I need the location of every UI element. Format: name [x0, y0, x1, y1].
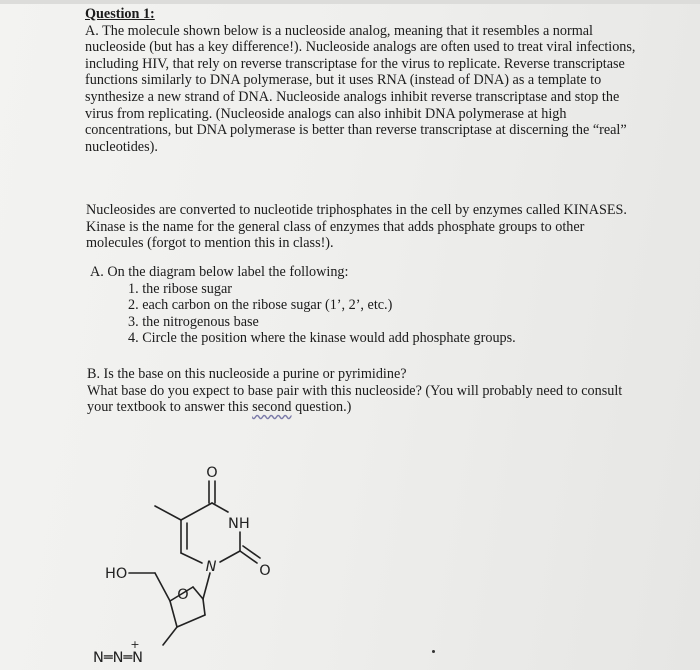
nh-label: NH: [228, 516, 250, 532]
part-a-item: 3. the nitrogenous base: [128, 313, 259, 330]
sugar-ring-bond: [203, 599, 205, 615]
kinase-paragraph: [86, 202, 686, 252]
intro-line: synthesize a new strand of DNA. Nucleoside analogs inhibit reverse transcriptase and stop the: [85, 88, 620, 105]
ring-bond: [212, 503, 228, 512]
part-a-item: 4. Circle the position where the kinase would add phosphate groups.: [128, 330, 516, 347]
part-a-item: 1. the ribose sugar: [128, 280, 233, 297]
ring-nitrogen-label: N: [205, 559, 217, 575]
sugar-ring-bond: [177, 615, 205, 627]
intro-paragraph: [85, 6, 685, 155]
carbonyl-bond: [243, 546, 260, 558]
intro-line: nucleoside (but has a key difference!). Nucleoside analogs are often used to treat viral infections,: [85, 39, 636, 56]
intro-line: nucleotides).: [85, 138, 158, 155]
ring-bond: [181, 553, 202, 563]
spellcheck-underlined-word: second: [252, 399, 292, 416]
page-top-edge: [0, 0, 700, 4]
stray-dot: [432, 650, 435, 653]
part-a-item: 2. each carbon on the ribose sugar (1’, 2’, etc.): [128, 297, 393, 314]
hydroxyl-label: HO: [105, 566, 128, 582]
part-b-question-1: B. Is the base on this nucleoside a purine or pyrimidine?: [87, 366, 407, 382]
ring-oxygen-label: O: [177, 587, 189, 603]
intro-line: functions similarly to DNA polymerase, but it uses RNA (instead of DNA) as a template to: [85, 72, 602, 89]
methyl-bond: [155, 506, 181, 520]
ring-bond: [220, 551, 240, 562]
kinase-line: molecules (forgot to mention this in class!).: [86, 235, 334, 252]
intro-line: including HIV, that rely on reverse transcriptase for the virus to replicate. Reverse transcriptase: [85, 55, 625, 72]
sugar-ring-bond: [170, 601, 177, 627]
intro-line: virus from replicating. (Nucleoside analogs can also inhibit DNA polymerase at high: [85, 105, 567, 122]
kinase-line: Kinase is the name for the general class of enzymes that adds phosphate groups to other: [86, 218, 585, 235]
sugar-ring-bond: [193, 587, 203, 599]
question-title: Question 1:: [85, 6, 155, 22]
intro-line: concentrations, but DNA polymerase is better than reverse transcriptase at discerning the “real”: [85, 122, 627, 139]
nucleoside-analog-structure: [85, 455, 305, 670]
part-a-heading: A. On the diagram below label the following:: [90, 264, 349, 280]
carbonyl-bond: [240, 551, 257, 563]
intro-line: A. The molecule shown below is a nucleoside analog, meaning that it resembles a normal: [85, 22, 593, 39]
azide-charge: +: [130, 638, 140, 651]
azide-label: N═N═N: [93, 650, 143, 666]
carbonyl-oxygen-top: O: [206, 465, 218, 481]
part-b-section: [87, 366, 687, 416]
azide-bond: [163, 627, 177, 645]
part-b-question-2: What base do you expect to base pair with this nucleoside? (You will probably need to consult: [87, 382, 623, 399]
part-b-question-2-cont: your textbook to answer this second question.): [87, 399, 352, 416]
glycosidic-bond: [203, 573, 210, 599]
part-a-section: [90, 264, 690, 347]
carbonyl-oxygen-right: O: [259, 563, 271, 579]
hydroxymethyl-bond: [155, 573, 170, 601]
ring-bond: [181, 503, 212, 520]
kinase-line: Nucleosides are converted to nucleotide triphosphates in the cell by enzymes called KINASES.: [86, 202, 627, 218]
